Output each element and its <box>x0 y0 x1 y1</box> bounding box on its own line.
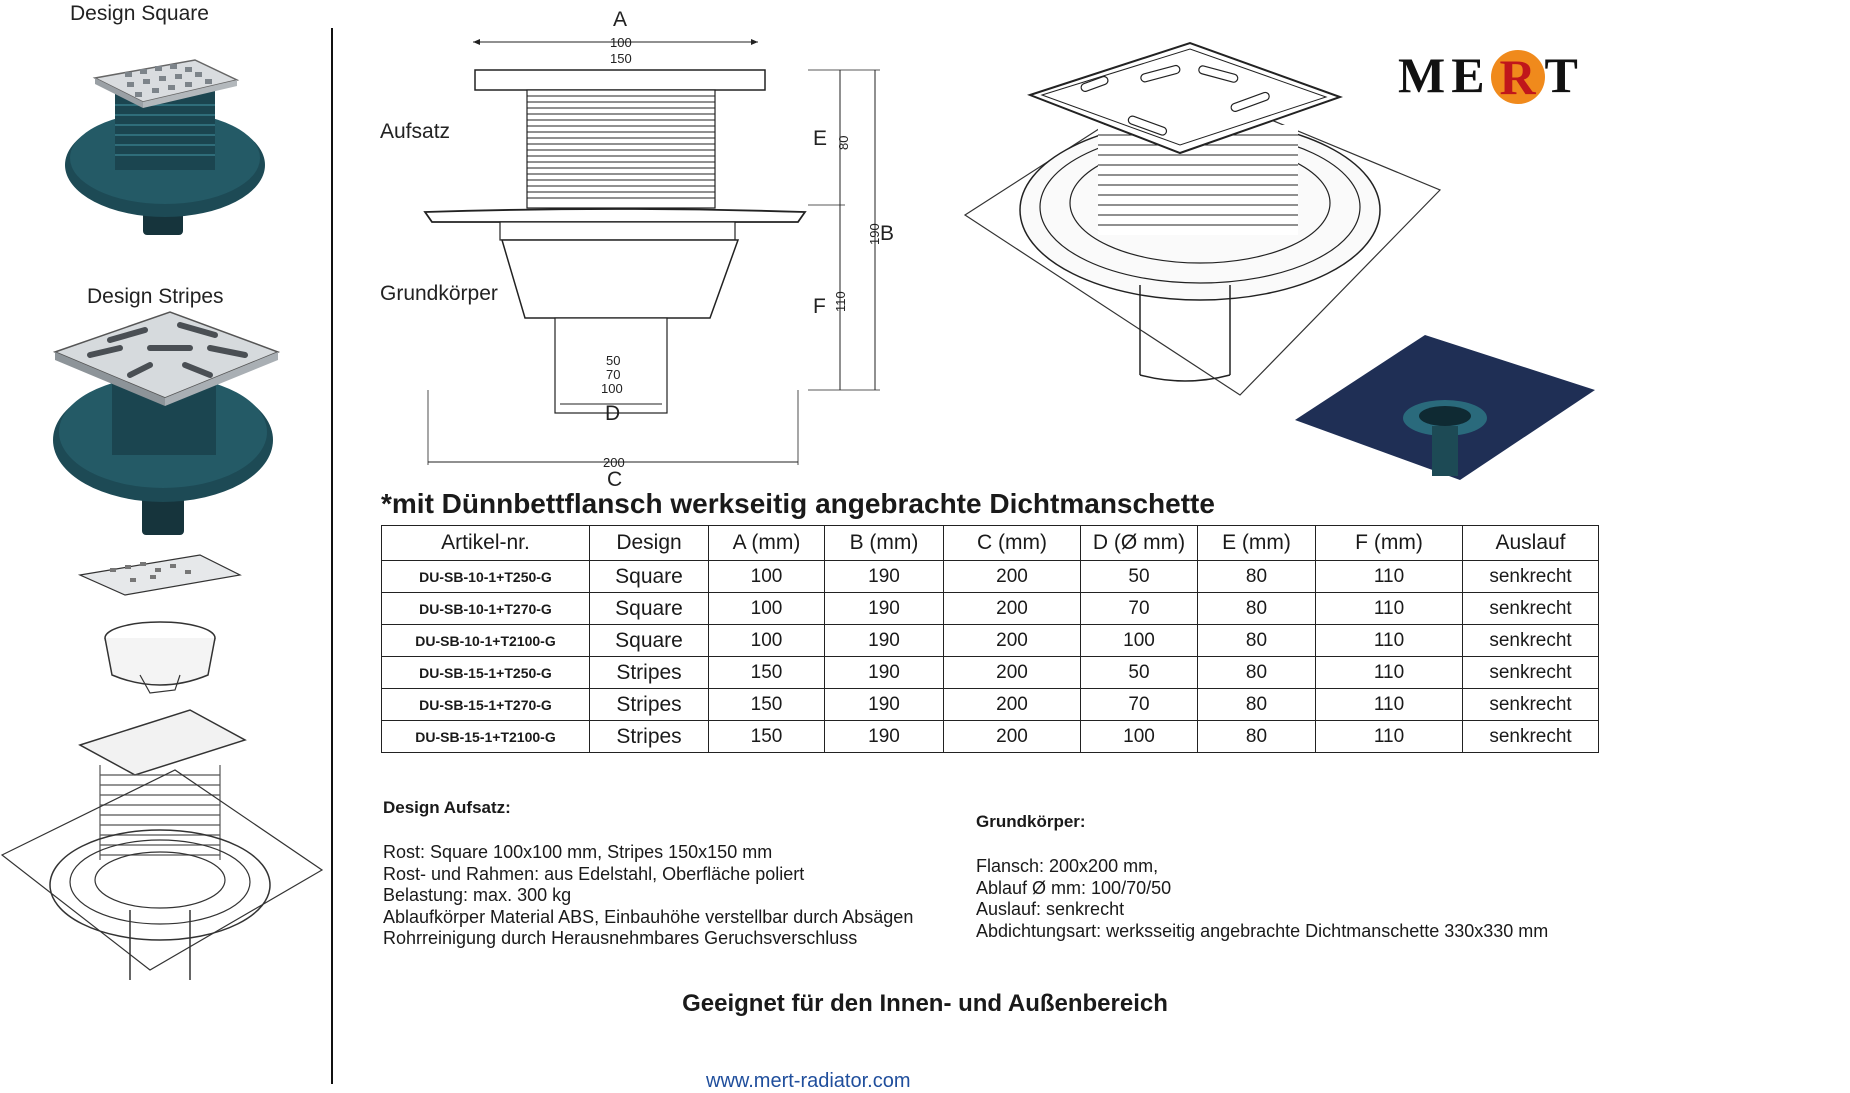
design-aufsatz-line: Rost: Square 100x100 mm, Stripes 150x150 mm <box>383 842 773 862</box>
dim-d-100: 100 <box>601 381 623 396</box>
cell-e: 80 <box>1198 625 1316 657</box>
logo-circle-letter: R <box>1491 50 1545 104</box>
cell-c: 200 <box>944 561 1081 593</box>
cell-auslauf: senkrecht <box>1463 657 1599 689</box>
col-header-artikel: Artikel-nr. <box>382 526 590 561</box>
dim-d-70: 70 <box>606 367 621 382</box>
table-row <box>382 561 1599 593</box>
cell-auslauf: senkrecht <box>1463 721 1599 753</box>
cell-e: 80 <box>1198 561 1316 593</box>
cell-f: 110 <box>1316 561 1463 593</box>
cell-d: 100 <box>1081 721 1198 753</box>
design-aufsatz-line: Rohrreinigung durch Herausnehmbares Geruchsverschluss <box>383 928 858 948</box>
dim-e: 80 <box>836 135 851 150</box>
cell-artikel: DU-SB-15-1+T250-G <box>382 657 590 689</box>
cell-auslauf: senkrecht <box>1463 625 1599 657</box>
vertical-divider <box>331 28 333 1084</box>
label-a: A <box>613 8 628 31</box>
label-d: D <box>605 402 621 425</box>
col-header-d: D (Ø mm) <box>1081 526 1198 561</box>
cell-b: 190 <box>825 593 944 625</box>
cell-design: Square <box>590 625 709 657</box>
cell-c: 200 <box>944 657 1081 689</box>
cell-d: 100 <box>1081 625 1198 657</box>
design-aufsatz-list <box>383 842 913 950</box>
dim-a-150: 150 <box>610 51 632 66</box>
grundkoerper-list <box>976 856 1548 942</box>
table-row <box>382 721 1599 753</box>
dim-b: 190 <box>867 223 882 245</box>
technical-drawing <box>380 0 940 491</box>
headline: *mit Dünnbettflansch werkseitig angebrachte Dichtmanschette <box>381 488 1215 519</box>
design-aufsatz-title: Design Aufsatz: <box>383 798 511 817</box>
mert-logo <box>1398 46 1584 104</box>
cell-artikel: DU-SB-15-1+T2100-G <box>382 721 590 753</box>
label-e: E <box>813 127 828 150</box>
cell-e: 80 <box>1198 689 1316 721</box>
cell-a: 150 <box>709 689 825 721</box>
col-header-c: C (mm) <box>944 526 1081 561</box>
cell-b: 190 <box>825 561 944 593</box>
cell-artikel: DU-SB-15-1+T270-G <box>382 689 590 721</box>
dim-f: 110 <box>833 291 848 312</box>
grundkoerper-title: Grundkörper: <box>976 812 1086 831</box>
cell-c: 200 <box>944 721 1081 753</box>
label-grundkoerper: Grundkörper <box>380 282 498 305</box>
cell-b: 190 <box>825 721 944 753</box>
cell-design: Stripes <box>590 657 709 689</box>
cell-a: 150 <box>709 721 825 753</box>
table-row <box>382 593 1599 625</box>
table-row <box>382 625 1599 657</box>
col-header-b: B (mm) <box>825 526 944 561</box>
cell-f: 110 <box>1316 625 1463 657</box>
cell-c: 200 <box>944 625 1081 657</box>
label-b: B <box>880 222 895 245</box>
cell-f: 110 <box>1316 721 1463 753</box>
col-header-e: E (mm) <box>1198 526 1316 561</box>
cell-auslauf: senkrecht <box>1463 561 1599 593</box>
col-header-a: A (mm) <box>709 526 825 561</box>
cell-b: 190 <box>825 689 944 721</box>
grundkoerper-line: Auslauf: senkrecht <box>976 899 1125 919</box>
sealing-membrane-image <box>1295 330 1595 490</box>
col-header-design: Design <box>590 526 709 561</box>
cell-artikel: DU-SB-10-1+T250-G <box>382 561 590 593</box>
grundkoerper-line: Abdichtungsart: werksseitig angebrachte Dichtmanschette 330x330 mm <box>976 920 1549 941</box>
col-header-f: F (mm) <box>1316 526 1463 561</box>
label-aufsatz: Aufsatz <box>380 120 451 143</box>
cell-e: 80 <box>1198 593 1316 625</box>
cell-a: 150 <box>709 657 825 689</box>
exploded-view-drawing <box>0 550 330 990</box>
cell-design: Square <box>590 593 709 625</box>
cell-e: 80 <box>1198 657 1316 689</box>
design-aufsatz-line: Ablaufkörper Material ABS, Einbauhöhe verstellbar durch Absägen <box>383 906 914 927</box>
cell-c: 200 <box>944 593 1081 625</box>
dim-a-100: 100 <box>610 35 632 50</box>
design-aufsatz-line: Belastung: max. 300 kg <box>383 885 572 905</box>
cell-artikel: DU-SB-10-1+T2100-G <box>382 625 590 657</box>
cell-c: 200 <box>944 689 1081 721</box>
dim-c: 200 <box>603 455 625 470</box>
cell-auslauf: senkrecht <box>1463 593 1599 625</box>
grundkoerper-line: Ablauf Ø mm: 100/70/50 <box>976 877 1172 898</box>
cell-design: Stripes <box>590 689 709 721</box>
cell-f: 110 <box>1316 593 1463 625</box>
suitability-note: Geeignet für den Innen- und Außenbereich <box>682 990 1168 1017</box>
cell-b: 190 <box>825 625 944 657</box>
cell-a: 100 <box>709 593 825 625</box>
design-aufsatz-line: Rost- und Rahmen: aus Edelstahl, Oberfläche poliert <box>383 863 805 884</box>
cell-f: 110 <box>1316 657 1463 689</box>
label-f: F <box>813 295 826 318</box>
cell-artikel: DU-SB-10-1+T270-G <box>382 593 590 625</box>
design-stripes-label: Design Stripes <box>87 285 224 308</box>
spec-table <box>381 525 1599 753</box>
design-stripes-drain-image <box>50 310 290 540</box>
cell-design: Stripes <box>590 721 709 753</box>
label-c: C <box>607 468 623 491</box>
cell-f: 110 <box>1316 689 1463 721</box>
design-square-drain-image <box>55 50 300 240</box>
table-row <box>382 657 1599 689</box>
col-header-auslauf: Auslauf <box>1463 526 1599 561</box>
design-square-label: Design Square <box>70 2 209 25</box>
website-link[interactable]: www.mert-radiator.com <box>706 1070 911 1092</box>
cell-b: 190 <box>825 657 944 689</box>
cell-design: Square <box>590 561 709 593</box>
table-row <box>382 689 1599 721</box>
cell-e: 80 <box>1198 721 1316 753</box>
cell-auslauf: senkrecht <box>1463 689 1599 721</box>
cell-d: 50 <box>1081 657 1198 689</box>
logo-text-left: ME <box>1398 47 1491 103</box>
cell-d: 70 <box>1081 689 1198 721</box>
cell-a: 100 <box>709 625 825 657</box>
logo-text-right: T <box>1544 47 1584 103</box>
cell-a: 100 <box>709 561 825 593</box>
cell-d: 70 <box>1081 593 1198 625</box>
table-header-row <box>382 526 1599 561</box>
dim-d-50: 50 <box>606 353 621 368</box>
cell-d: 50 <box>1081 561 1198 593</box>
grundkoerper-line: Flansch: 200x200 mm, <box>976 856 1159 876</box>
